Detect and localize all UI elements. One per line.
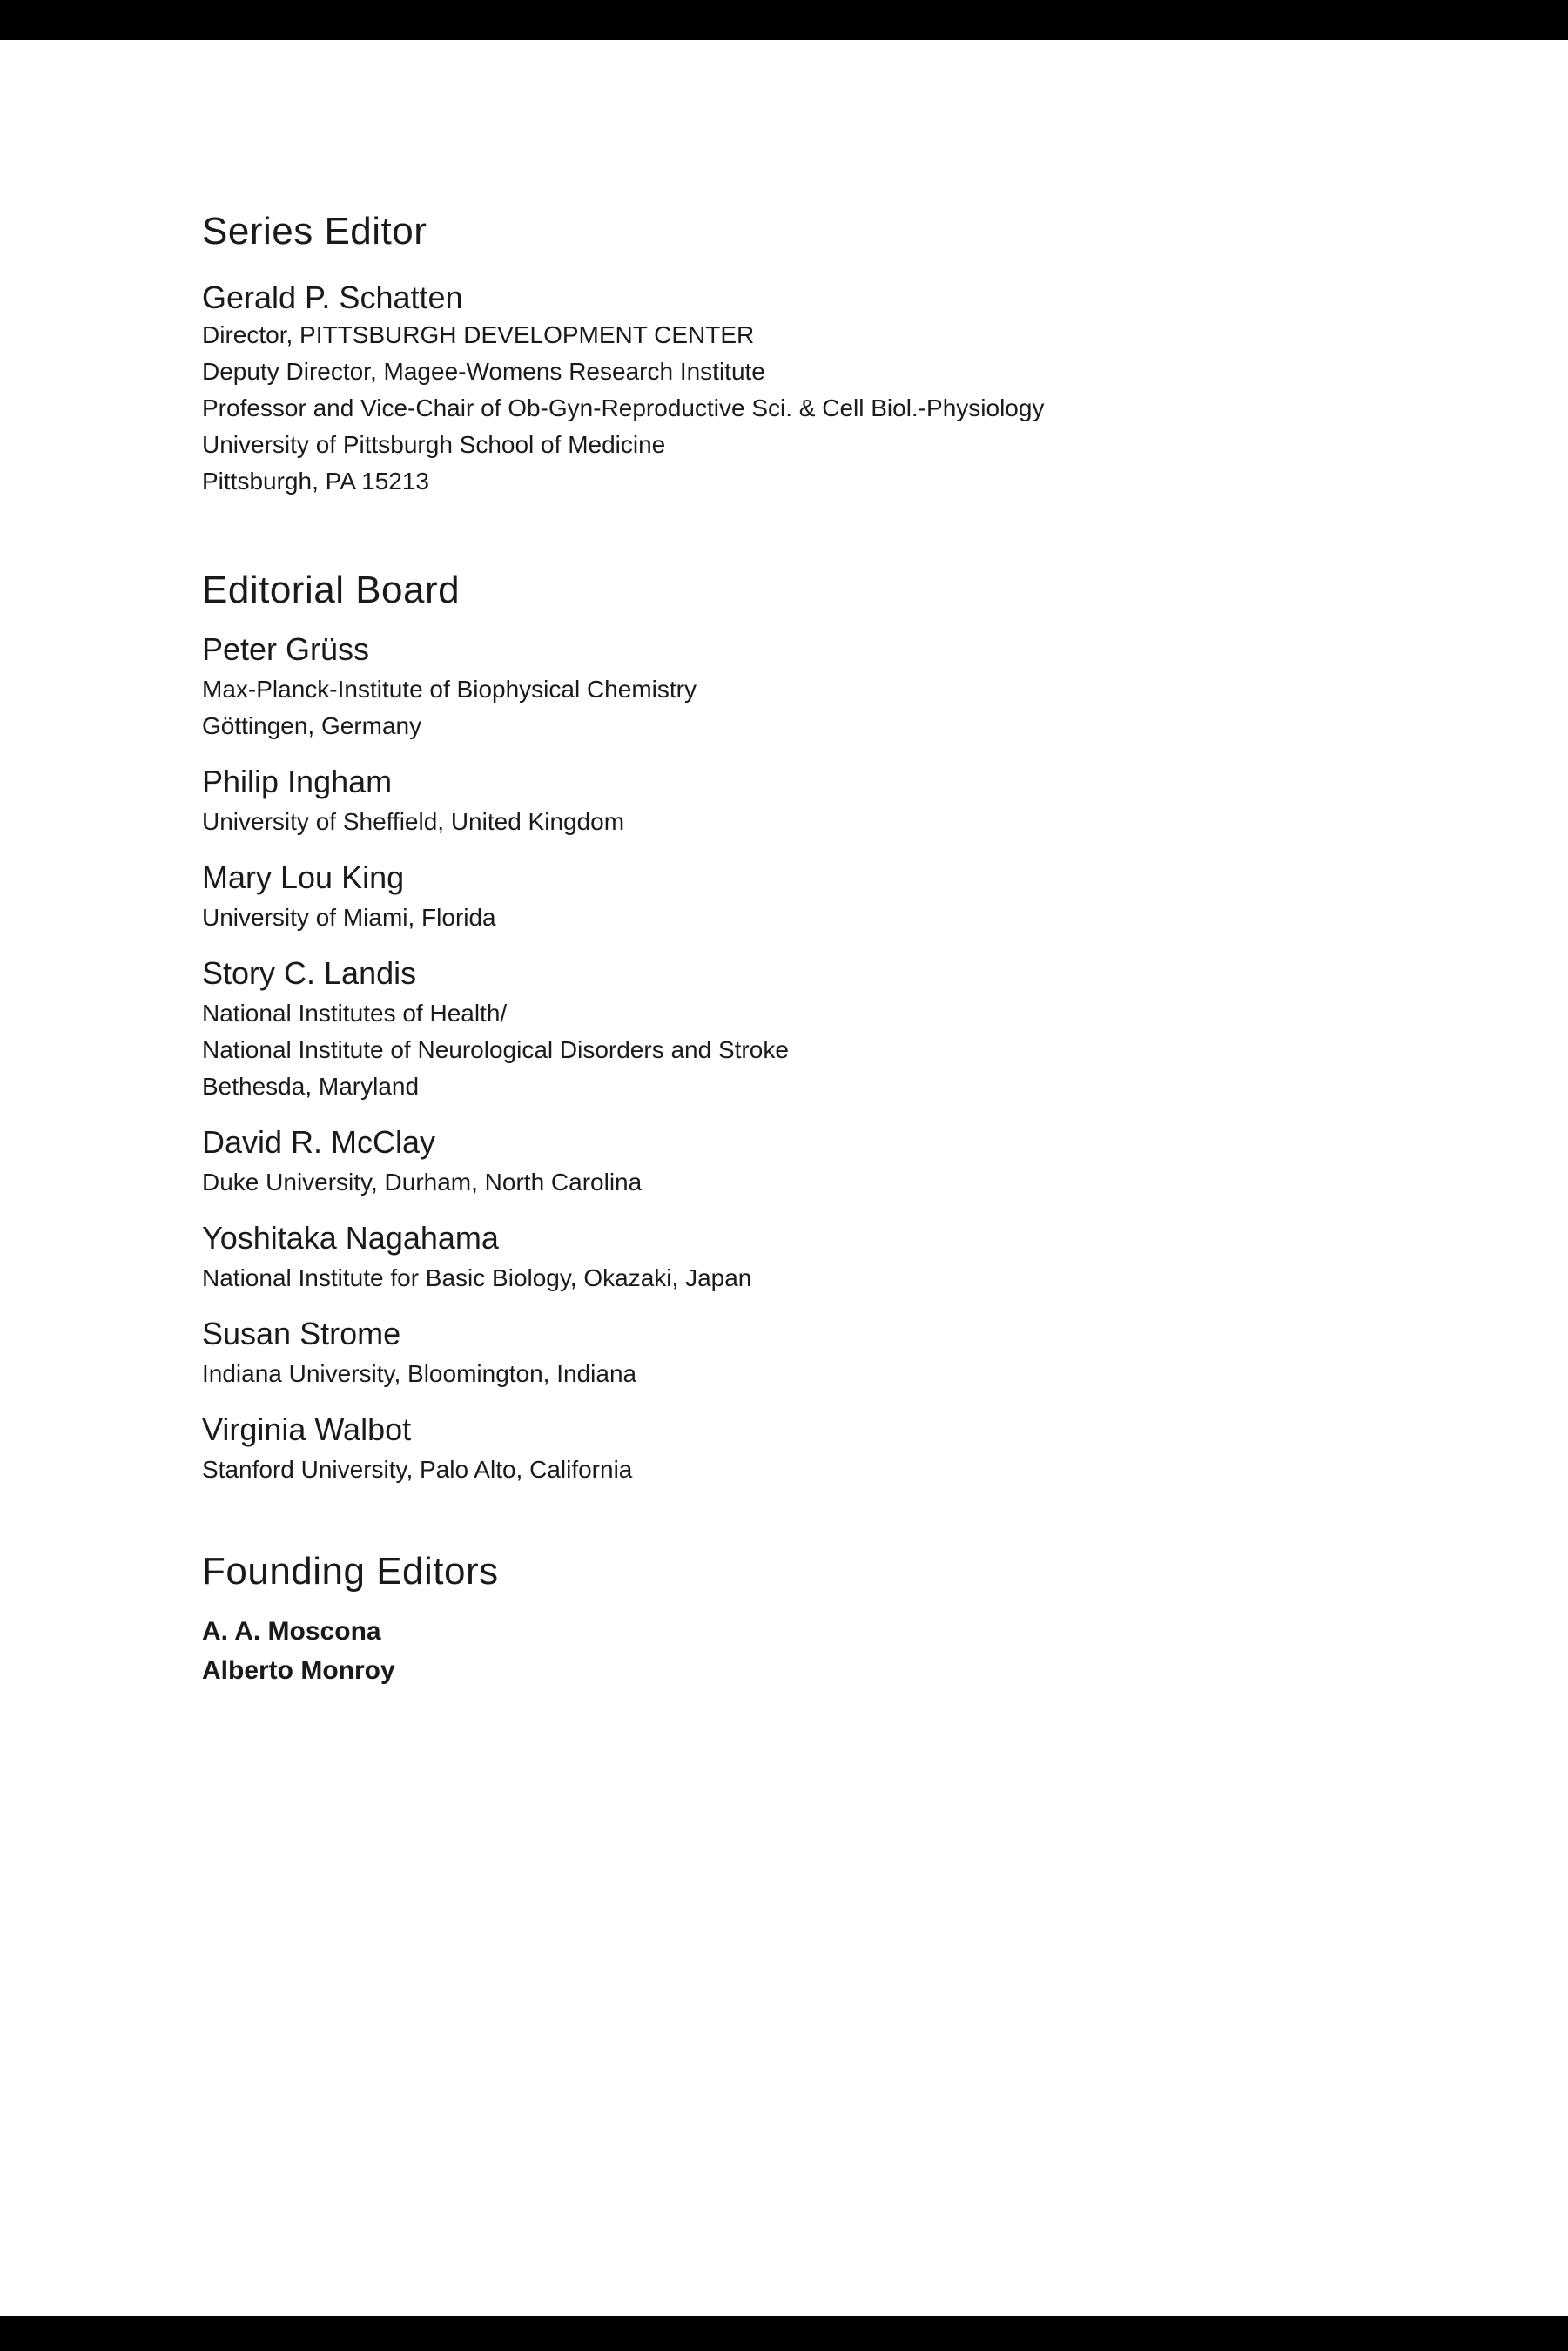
editorial-board-heading: Editorial Board bbox=[202, 568, 461, 611]
board-member-name: David R. McClay bbox=[202, 1123, 436, 1160]
board-member bbox=[202, 1410, 1351, 1488]
board-member-detail: Duke University, Durham, North Carolina bbox=[202, 1168, 643, 1196]
series-editor-detail: Deputy Director, Magee-Womens Research Institute bbox=[202, 357, 765, 385]
founding-editor-name: Alberto Monroy bbox=[202, 1656, 395, 1686]
board-member-name: Yoshitaka Nagahama bbox=[202, 1219, 499, 1256]
board-member-detail: University of Sheffield, United Kingdom bbox=[202, 807, 625, 835]
board-member-detail: National Institute of Neurological Disorders and Stroke bbox=[202, 1035, 789, 1063]
board-member-name: Mary Lou King bbox=[202, 859, 405, 895]
board-member-detail: University of Miami, Florida bbox=[202, 903, 496, 931]
series-editor-detail: Professor and Vice-Chair of Ob-Gyn-Reproductive Sci. & Cell Biol.-Physiology bbox=[202, 394, 1045, 421]
board-member-detail: Stanford University, Palo Alto, California bbox=[202, 1455, 633, 1483]
board-member-detail: Bethesda, Maryland bbox=[202, 1072, 420, 1100]
board-member-name: Philip Ingham bbox=[202, 763, 393, 799]
page-content bbox=[202, 209, 1351, 1690]
founding-editors-heading: Founding Editors bbox=[202, 1549, 499, 1593]
series-editor-detail: Pittsburgh, PA 15213 bbox=[202, 467, 429, 495]
board-member bbox=[202, 1314, 1351, 1392]
board-member bbox=[202, 1122, 1351, 1201]
board-member-detail: National Institute for Basic Biology, Okazaki, Japan bbox=[202, 1263, 752, 1291]
board-member bbox=[202, 858, 1351, 936]
board-member bbox=[202, 762, 1351, 840]
series-editor-block bbox=[202, 278, 1351, 500]
scan-edge-top bbox=[0, 0, 1568, 40]
board-member-name: Susan Strome bbox=[202, 1315, 401, 1351]
board-member-name: Story C. Landis bbox=[202, 954, 417, 991]
series-editor-detail: Director, PITTSBURGH DEVELOPMENT CENTER bbox=[202, 320, 755, 348]
board-member bbox=[202, 630, 1351, 744]
series-editor-name: Gerald P. Schatten bbox=[202, 279, 463, 315]
founding-editors-block bbox=[202, 1612, 1351, 1690]
board-member-name: Peter Grüss bbox=[202, 630, 370, 667]
board-member-detail: National Institutes of Health/ bbox=[202, 999, 508, 1027]
board-member-detail: Göttingen, Germany bbox=[202, 711, 422, 739]
board-member-name: Virginia Walbot bbox=[202, 1411, 412, 1447]
founding-editor-name: A. A. Moscona bbox=[202, 1617, 381, 1647]
board-member bbox=[202, 953, 1351, 1105]
board-member-detail: Indiana University, Bloomington, Indiana bbox=[202, 1359, 637, 1387]
board-member-detail: Max-Planck-Institute of Biophysical Chemistry bbox=[202, 675, 697, 703]
series-editor-detail: University of Pittsburgh School of Medicine bbox=[202, 430, 666, 458]
scan-edge-bottom bbox=[0, 2316, 1568, 2351]
board-member bbox=[202, 1218, 1351, 1297]
series-editor-heading: Series Editor bbox=[202, 210, 427, 253]
